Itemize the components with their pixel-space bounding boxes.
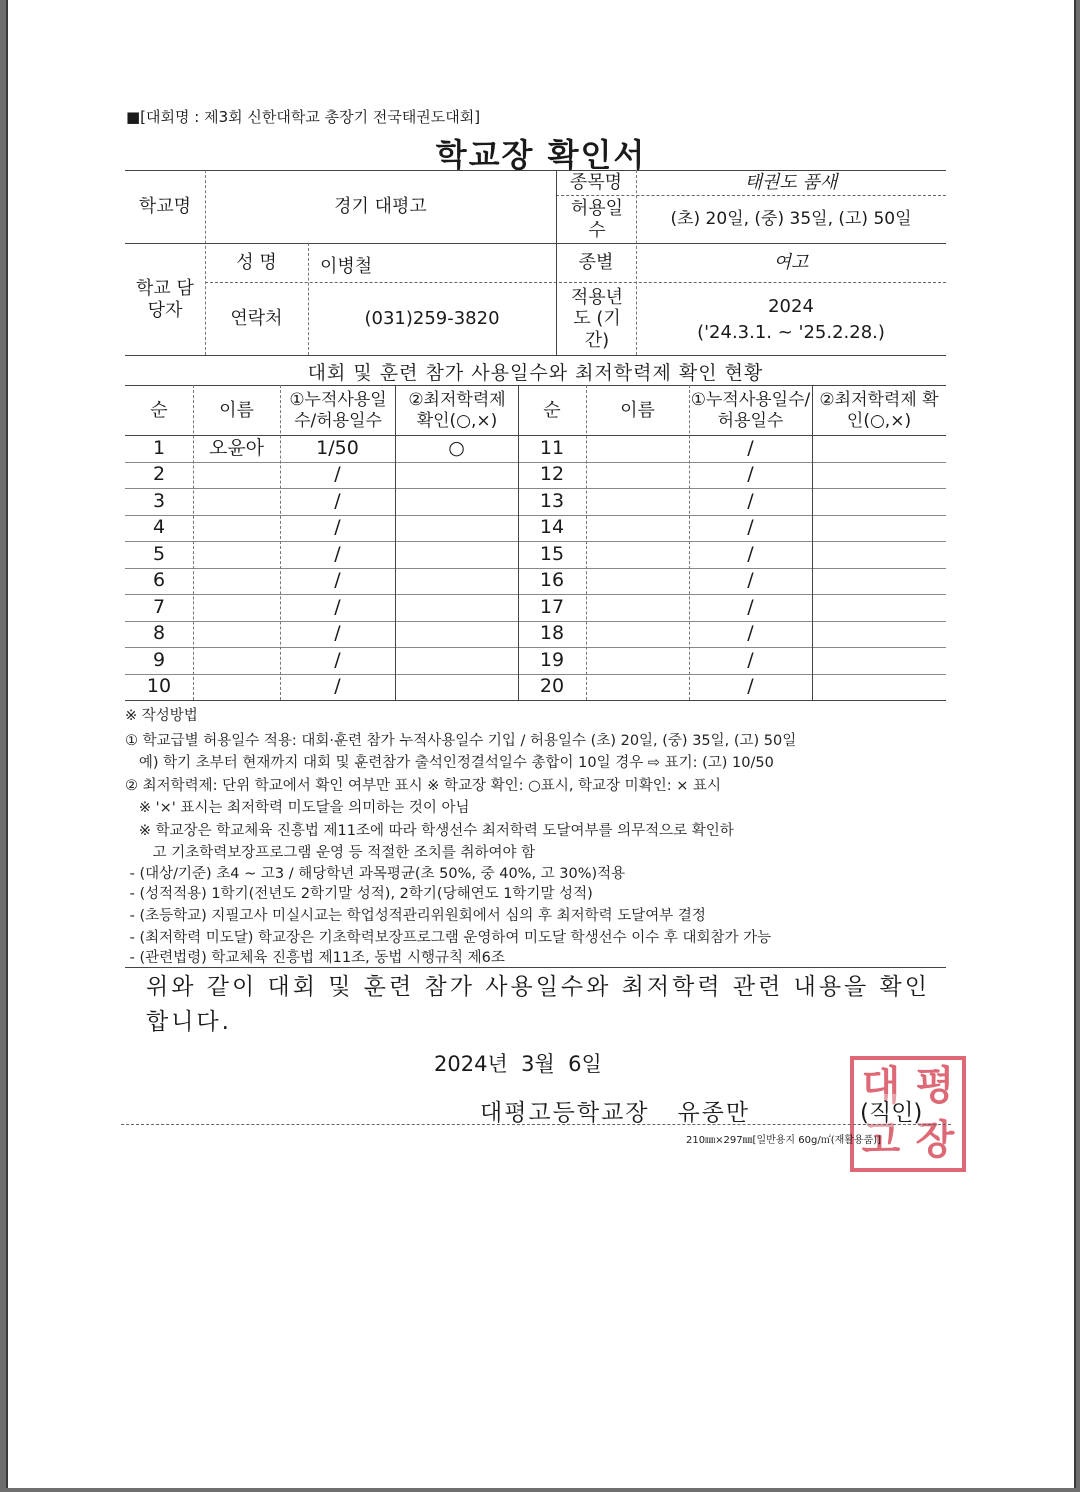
- table-cell-name: [586, 674, 689, 701]
- table-cell-check: [395, 674, 518, 701]
- table-cell-name: [193, 568, 280, 595]
- table-cell-check: [812, 594, 946, 621]
- confirm-line-2: 합니다.: [146, 1009, 232, 1035]
- table-cell-no: 18: [539, 622, 565, 645]
- table-cell-days: /: [334, 675, 341, 698]
- table-cell-no: 20: [539, 675, 565, 698]
- event-label: 종목명: [569, 172, 623, 194]
- table-cell-days: /: [747, 516, 754, 539]
- paper-spec: 210㎜×297㎜[일반용지 60g/㎡(재활용품)]: [686, 1135, 882, 1146]
- table-cell-name: [193, 594, 280, 621]
- table-cell-no: 16: [539, 569, 565, 592]
- table-cell-name: [193, 488, 280, 515]
- document-page: [6, 0, 1076, 1488]
- manager-name-value: 이병철: [320, 256, 373, 277]
- table-cell-check: [395, 515, 518, 542]
- table-cell-name: [586, 515, 689, 542]
- table-cell-no: 2: [152, 463, 166, 486]
- header-days-left: ①누적사용일수/허용일수: [289, 390, 387, 431]
- table-cell-days: /: [747, 542, 754, 565]
- note-line: ※ 학교장은 학교체육 진흥법 제11조에 따라 학생선수 최저학력 도달여부를 의무적으로 확인하: [125, 823, 734, 839]
- note-line: ※ '×' 표시는 최저학력 미도달을 의미하는 것이 아님: [125, 800, 470, 816]
- header-name-right: 이름: [620, 399, 655, 421]
- stamp-char: 대: [861, 1062, 901, 1109]
- table-cell-name: [193, 462, 280, 489]
- stamp-char: 평: [915, 1062, 955, 1109]
- table-cell-days: /: [747, 622, 754, 645]
- table-cell-no: 10: [146, 675, 172, 698]
- table-cell-name: 오윤아: [208, 436, 265, 459]
- table-cell-no: 6: [152, 569, 166, 592]
- note-line: - (대상/기준) 초4 ~ 고3 / 해당학년 과목평균(초 50%, 중 40%, 고 30%)적용: [125, 866, 626, 882]
- document-title: 학교장 확인서: [435, 136, 647, 174]
- table-cell-check: [812, 568, 946, 595]
- header-days-right: ①누적사용일수/허용일수: [690, 390, 811, 431]
- principal-name: 대평고등학교장 유종만: [480, 1100, 751, 1126]
- note-line: - (관련법령) 학교체육 진흥법 제11조, 동법 시행규칙 제6조: [125, 950, 505, 966]
- contact-label: 연락처: [230, 308, 283, 330]
- note-line: - (최저학력 미도달) 학교장은 기초학력보장프로그램 운영하여 미도달 학생선수 이수 후 대회참가 가능: [125, 930, 772, 946]
- table-cell-no: 11: [539, 436, 565, 459]
- table-cell-name: [193, 515, 280, 542]
- table-cell-days: /: [334, 463, 341, 486]
- table-cell-days: /: [747, 436, 754, 459]
- table-cell-no: 15: [539, 542, 565, 565]
- table-cell-no: 12: [539, 463, 565, 486]
- manager-name-label: 성 명: [236, 252, 277, 274]
- table-cell-days: /: [334, 516, 341, 539]
- contact-value: (031)259-3820: [364, 308, 500, 330]
- school-name-label: 학교명: [138, 196, 192, 218]
- table-cell-no: 4: [152, 516, 166, 539]
- table-cell-no: 5: [152, 542, 166, 565]
- confirm-line-1: 위와 같이 대회 및 훈련 참가 사용일수와 최저학력 관련 내용을 확인: [146, 974, 930, 1000]
- table-cell-days: /: [334, 648, 341, 671]
- table-cell-check: [395, 594, 518, 621]
- table-cell-no: 14: [539, 516, 565, 539]
- table-cell-name: [586, 435, 689, 462]
- table-cell-days: /: [334, 569, 341, 592]
- table-cell-name: [193, 541, 280, 568]
- table-cell-check: [812, 621, 946, 648]
- table-cell-check: [395, 568, 518, 595]
- table-cell-check: [812, 647, 946, 674]
- table-cell-check: [812, 515, 946, 542]
- table-title: 대회 및 훈련 참가 사용일수와 최저학력제 확인 현황: [307, 362, 764, 384]
- period-value: ('24.3.1. ~ '25.2.28.): [697, 322, 885, 344]
- table-cell-check: ○: [448, 436, 465, 459]
- table-cell-name: [193, 647, 280, 674]
- note-line: ※ 작성방법: [125, 708, 198, 724]
- stamp-char: 장: [915, 1116, 955, 1163]
- category-value: 여고: [773, 252, 809, 274]
- table-cell-no: 1: [152, 436, 166, 459]
- allowed-days-label: 허용일수: [570, 197, 624, 241]
- table-cell-name: [586, 647, 689, 674]
- table-cell-no: 9: [152, 648, 166, 671]
- table-cell-no: 19: [539, 648, 565, 671]
- table-cell-name: [586, 462, 689, 489]
- table-cell-days: /: [747, 648, 754, 671]
- table-cell-check: [812, 462, 946, 489]
- table-cell-no: 7: [152, 595, 166, 618]
- school-name-value: 경기 대평고: [334, 196, 427, 218]
- table-cell-days: /: [747, 595, 754, 618]
- table-cell-check: [812, 541, 946, 568]
- table-cell-check: [395, 488, 518, 515]
- table-cell-days: /: [334, 489, 341, 512]
- table-cell-days: /: [334, 622, 341, 645]
- table-cell-days: /: [747, 569, 754, 592]
- table-cell-name: [586, 621, 689, 648]
- allowed-days-value: (초) 20일, (중) 35일, (고) 50일: [670, 209, 912, 230]
- year-label: 적용년도 (기간): [570, 286, 624, 351]
- table-cell-name: [586, 541, 689, 568]
- table-cell-name: [193, 674, 280, 701]
- competition-name: ■[대회명 : 제3회 신한대학교 총장기 전국태권도대회]: [126, 108, 481, 126]
- header-check-right: ②최저학력제 확인(○,×): [819, 390, 939, 431]
- table-cell-check: [395, 647, 518, 674]
- seal-label: (직인): [860, 1094, 922, 1127]
- header-check-left: ②최저학력제 확인(○,×): [408, 390, 506, 431]
- header-name-left: 이름: [219, 399, 254, 421]
- table-cell-check: [395, 541, 518, 568]
- table-cell-check: [812, 435, 946, 462]
- table-cell-name: [586, 594, 689, 621]
- note-line: 예) 학기 초부터 현재까지 대회 및 훈련참가 출석인정결석일수 총합이 10일 경우 ⇨ 표기: (고) 10/50: [125, 755, 774, 771]
- table-cell-days: /: [747, 463, 754, 486]
- table-cell-name: [193, 621, 280, 648]
- table-cell-days: /: [747, 489, 754, 512]
- table-cell-no: 8: [152, 622, 166, 645]
- note-line: - (초등학교) 지필고사 미실시교는 학업성적관리위원회에서 심의 후 최저학력 도달여부 결정: [125, 908, 706, 924]
- note-line: - (성적적용) 1학기(전년도 2학기말 성적), 2학기(당해연도 1학기말 성적): [125, 886, 593, 902]
- issue-date: 2024년 3월 6일: [434, 1052, 602, 1076]
- table-cell-name: [586, 488, 689, 515]
- event-value: 태권도 품새: [744, 172, 838, 194]
- category-label: 종별: [578, 252, 614, 274]
- stamp-char: 고: [861, 1116, 901, 1163]
- table-cell-no: 3: [152, 489, 166, 512]
- table-cell-days: /: [334, 542, 341, 565]
- table-cell-check: [395, 621, 518, 648]
- header-no-right: 순: [543, 399, 561, 421]
- table-cell-days: /: [747, 675, 754, 698]
- note-line: 고 기초학력보장프로그램 운영 등 적절한 조치를 취하여야 함: [125, 845, 536, 861]
- header-no-left: 순: [150, 399, 168, 421]
- table-cell-name: [586, 568, 689, 595]
- table-cell-check: [812, 488, 946, 515]
- note-line: ① 학교급별 허용일수 적용: 대회·훈련 참가 누적사용일수 기입 / 허용일수 (초) 20일, (중) 35일, (고) 50일: [125, 733, 797, 749]
- table-cell-no: 13: [539, 489, 565, 512]
- year-value: 2024: [768, 296, 814, 318]
- table-cell-check: [812, 674, 946, 701]
- table-cell-no: 17: [539, 595, 565, 618]
- table-cell-check: [395, 462, 518, 489]
- table-cell-days: 1/50: [316, 436, 359, 459]
- table-cell-days: /: [334, 595, 341, 618]
- manager-label: 학교 담당자: [136, 277, 194, 321]
- note-line: ② 최저학력제: 단위 학교에서 확인 여부만 표시 ※ 학교장 확인: ○표시, 학교장 미확인: × 표시: [125, 778, 721, 794]
